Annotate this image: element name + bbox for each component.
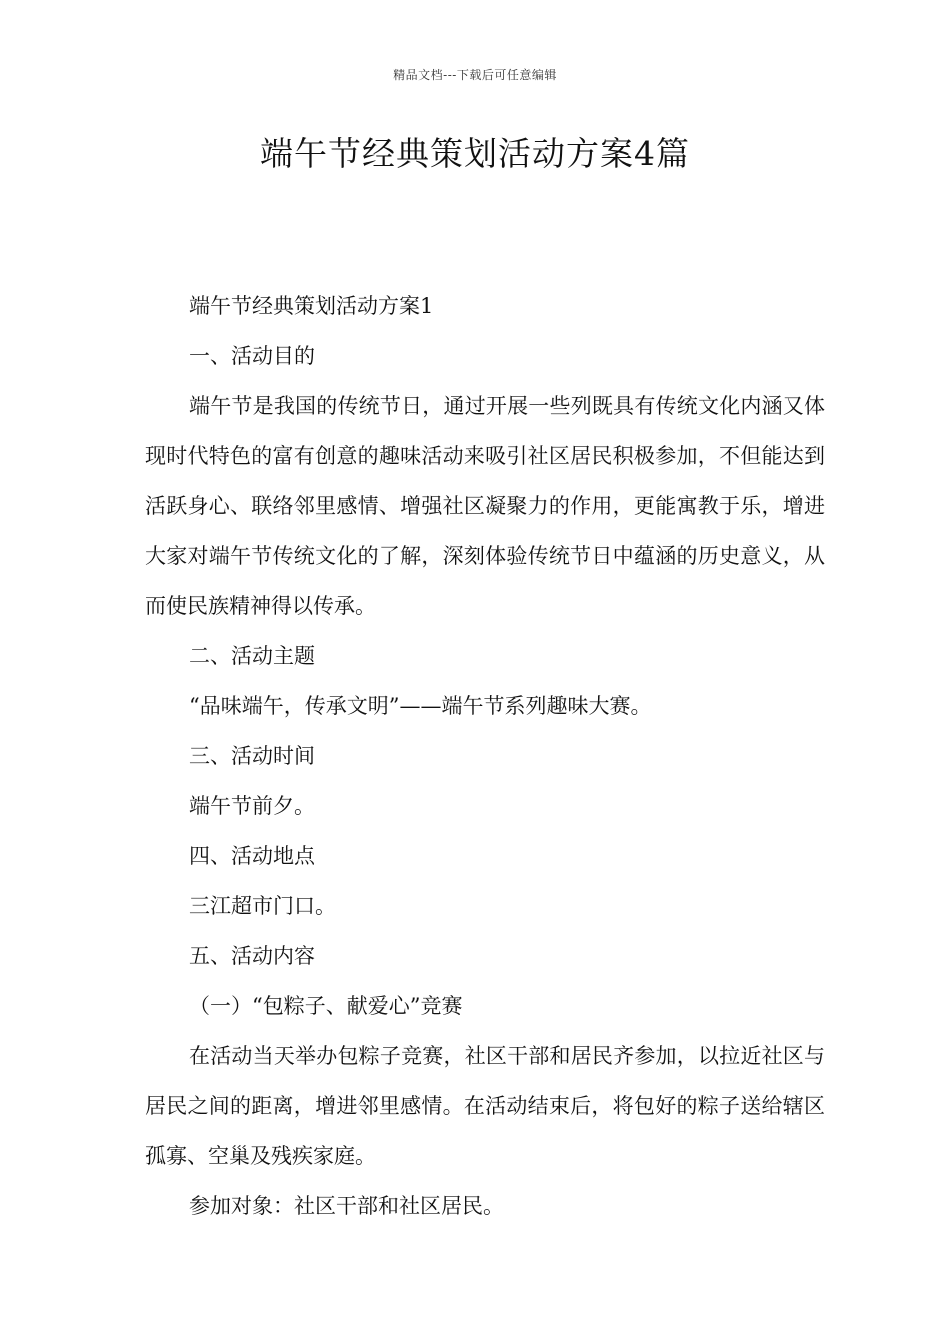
document-body — [145, 281, 825, 1231]
subsection-heading: 二、活动主题 — [189, 644, 315, 668]
body-paragraph: 端午节前夕。 — [189, 794, 315, 818]
subsection-heading: 五、活动内容 — [189, 944, 315, 968]
subsection-heading: 三、活动时间 — [189, 744, 315, 768]
body-paragraph: 参加对象：社区干部和社区居民。 — [189, 1194, 504, 1218]
body-paragraph: 在活动当天举办包粽子竞赛，社区干部和居民齐参加，以拉近社区与居民之间的距离，增进邻里感情。在活动结束后，将包好的粽子送给辖区孤寡、空巢及残疾家庭。 — [145, 1044, 825, 1168]
body-paragraph: 三江超市门口。 — [189, 894, 336, 918]
document-title: 端午节经典策划活动方案4篇 — [260, 134, 690, 173]
section-heading: 端午节经典策划活动方案1 — [189, 294, 434, 318]
header-note: 精品文档---下载后可任意编辑 — [393, 68, 557, 82]
subsection-heading: 一、活动目的 — [189, 344, 315, 368]
item-heading: （一）“包粽子、献爱心”竞赛 — [189, 994, 463, 1018]
body-paragraph: 端午节是我国的传统节日，通过开展一些列既具有传统文化内涵又体现时代特色的富有创意的趣味活动来吸引社区居民积极参加，不但能达到活跃身心、联络邻里感情、增强社区凝聚力的作用，更能寓教于乐，增进大家对端午节传统文化的了解，深刻体验传统节日中蕴涵的历史意义，从而使民族精神得以传承。 — [145, 394, 825, 618]
subsection-heading: 四、活动地点 — [189, 844, 315, 868]
body-paragraph: “品味端午，传承文明”——端午节系列趣味大赛。 — [189, 694, 652, 718]
